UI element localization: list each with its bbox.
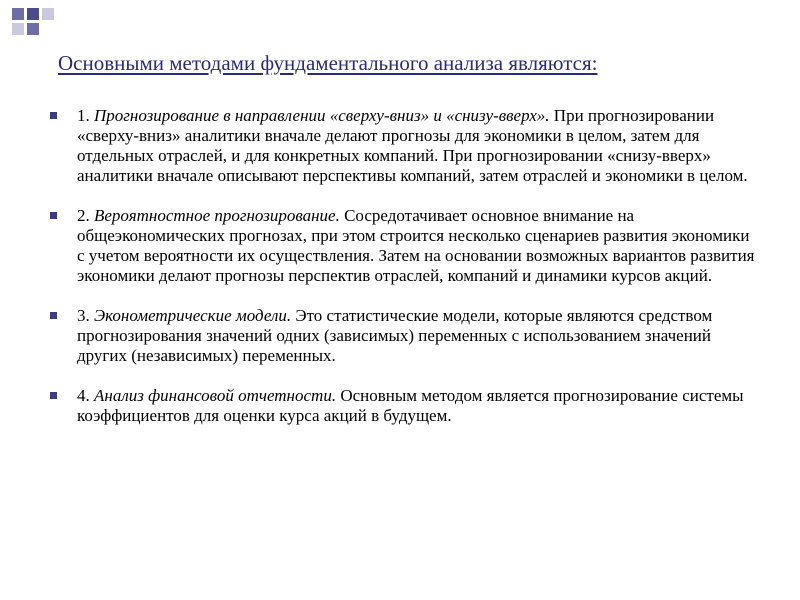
methods-list bbox=[50, 106, 755, 426]
item-text: Это статистические модели, которые являются средством прогнозирования значений одних (зависимых) переменных с использованием значений других (независимых) переменных. bbox=[77, 306, 713, 365]
item-title: Эконометрические модели. bbox=[94, 306, 292, 325]
decor-square bbox=[12, 8, 24, 20]
list-item bbox=[50, 106, 755, 186]
square-bullet-icon bbox=[50, 392, 57, 399]
square-bullet-icon bbox=[50, 112, 57, 119]
slide-title: Основными методами фундаментального анализа являются: bbox=[58, 51, 598, 75]
item-text: Сосредотачивает основное внимание на общеэкономических прогнозах, при этом строится несколько сценариев развития экономики с учетом вероятности их осуществления. Затем на основании возможных вариантов развития экономики делают прогнозы перспектив отраслей, компаний и динамики курсов акций. bbox=[77, 206, 755, 285]
list-item bbox=[50, 306, 755, 366]
item-number: 4. bbox=[77, 386, 94, 405]
decor-square bbox=[27, 8, 39, 20]
square-bullet-icon bbox=[50, 312, 57, 319]
decor-square bbox=[27, 23, 39, 35]
decor-square bbox=[12, 23, 24, 35]
item-text: При прогнозировании «сверху-вниз» аналитики вначале делают прогнозы для экономики в целом, затем для отдельных отраслей, и для конкретных компаний. При прогнозировании «снизу-вверх» аналитики вначале описывают перспективы компаний, затем отраслей и экономики в целом. bbox=[77, 106, 748, 185]
item-number: 1. bbox=[77, 106, 94, 125]
list-item bbox=[50, 206, 755, 286]
item-number: 3. bbox=[77, 306, 94, 325]
list-item bbox=[50, 386, 755, 426]
square-bullet-icon bbox=[50, 212, 57, 219]
decor-square bbox=[42, 8, 54, 20]
item-title: Вероятностное прогнозирование. bbox=[94, 206, 340, 225]
item-number: 2. bbox=[77, 206, 94, 225]
decorative-squares bbox=[0, 0, 800, 45]
item-title: Анализ финансовой отчетности. bbox=[94, 386, 337, 405]
item-title: Прогнозирование в направлении «сверху-вниз» и «снизу-вверх». bbox=[94, 106, 550, 125]
item-text: Основным методом является прогнозирование системы коэффициентов для оценки курса акций в будущем. bbox=[77, 386, 744, 425]
